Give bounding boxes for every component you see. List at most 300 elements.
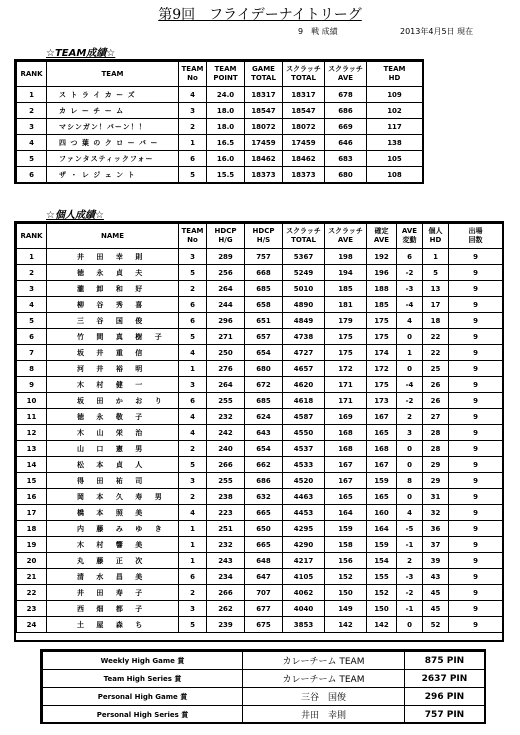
player-row	[17, 457, 503, 473]
player-cell: 3	[179, 249, 207, 265]
awards-table	[42, 651, 485, 724]
player-cell: 175	[367, 313, 397, 329]
player-cell: 175	[325, 329, 367, 345]
team-cell: 6	[179, 151, 207, 167]
player-cell: -3	[397, 281, 423, 297]
player-name: 山 口 憲 男	[47, 441, 179, 457]
team-cell: 3	[179, 103, 207, 119]
team-name: 四 つ 葉 の ク ロ ー バ ー	[47, 135, 179, 151]
player-row	[17, 425, 503, 441]
player-cell: 4062	[283, 585, 325, 601]
player-cell: 255	[207, 393, 245, 409]
player-name: 井 田 幸 則	[47, 249, 179, 265]
player-cell: 2	[397, 553, 423, 569]
player-row	[17, 569, 503, 585]
team-cell: 18.0	[207, 103, 245, 119]
player-cell: 757	[245, 249, 283, 265]
player-cell: 6	[179, 313, 207, 329]
player-cell: 9	[449, 313, 503, 329]
player-name: 坂 井 重 信	[47, 345, 179, 361]
player-cell: 171	[325, 393, 367, 409]
player-cell: 296	[207, 313, 245, 329]
player-cell: 198	[325, 249, 367, 265]
player-cell: 142	[367, 617, 397, 633]
award-row	[43, 688, 485, 706]
player-cell: 152	[367, 585, 397, 601]
player-cell: 624	[245, 409, 283, 425]
player-cell: 4	[397, 313, 423, 329]
player-cell: 9	[449, 569, 503, 585]
player-cell: 45	[423, 585, 449, 601]
team-cell: 24.0	[207, 87, 245, 103]
player-cell: 232	[207, 409, 245, 425]
player-cell: 9	[449, 377, 503, 393]
player-cell: 1	[179, 537, 207, 553]
personal-standings-table	[16, 223, 503, 633]
team-cell: 669	[325, 119, 367, 135]
player-cell: 22	[423, 329, 449, 345]
player-cell: 27	[423, 409, 449, 425]
team-cell: 16.5	[207, 135, 245, 151]
player-cell: 244	[207, 297, 245, 313]
player-cell: -2	[397, 585, 423, 601]
player-cell: 4550	[283, 425, 325, 441]
player-cell: 4520	[283, 473, 325, 489]
player-cell: 169	[325, 409, 367, 425]
player-row	[17, 505, 503, 521]
player-cell: 266	[207, 585, 245, 601]
player-cell: 9	[449, 505, 503, 521]
player-cell: 686	[245, 473, 283, 489]
team-cell: 108	[367, 167, 423, 183]
player-cell: -4	[397, 297, 423, 313]
player-cell: 4290	[283, 537, 325, 553]
player-name: 内 藤 み ゆ き	[47, 521, 179, 537]
column-header: NAME	[47, 224, 179, 249]
player-cell: -3	[397, 569, 423, 585]
player-cell: 165	[367, 489, 397, 505]
player-cell: 29	[423, 473, 449, 489]
player-name: 木 村 響 美	[47, 537, 179, 553]
player-cell: 160	[367, 505, 397, 521]
player-row	[17, 265, 503, 281]
player-cell: 665	[245, 505, 283, 521]
player-cell: 232	[207, 537, 245, 553]
player-row	[17, 393, 503, 409]
team-cell: 646	[325, 135, 367, 151]
player-cell: 4040	[283, 601, 325, 617]
player-cell: 9	[449, 553, 503, 569]
player-cell: 4618	[283, 393, 325, 409]
player-cell: 18	[423, 313, 449, 329]
player-cell: 9	[449, 457, 503, 473]
team-name: マシンガン！バーン！！	[47, 119, 179, 135]
player-cell: 0	[397, 489, 423, 505]
player-cell: 264	[207, 377, 245, 393]
player-cell: 28	[423, 425, 449, 441]
column-header: RANK	[17, 224, 47, 249]
player-name: 丸 藤 正 次	[47, 553, 179, 569]
player-cell: 2	[179, 441, 207, 457]
player-cell: 289	[207, 249, 245, 265]
player-cell: 9	[449, 425, 503, 441]
player-cell: 6	[397, 249, 423, 265]
award-score: 2637 PIN	[405, 670, 485, 688]
player-cell: 188	[367, 281, 397, 297]
column-header: 個人 HD	[423, 224, 449, 249]
team-cell: 15.5	[207, 167, 245, 183]
team-cell: 18547	[245, 103, 283, 119]
player-cell: 5010	[283, 281, 325, 297]
player-cell: 16	[17, 489, 47, 505]
player-cell: 15	[17, 473, 47, 489]
player-row	[17, 489, 503, 505]
player-cell: 9	[449, 409, 503, 425]
player-cell: 36	[423, 521, 449, 537]
player-cell: 194	[325, 265, 367, 281]
award-row	[43, 706, 485, 724]
player-cell: 256	[207, 265, 245, 281]
player-cell: 20	[17, 553, 47, 569]
player-name: 清 水 昌 美	[47, 569, 179, 585]
team-row	[17, 87, 423, 103]
player-cell: 707	[245, 585, 283, 601]
player-cell: 9	[449, 345, 503, 361]
player-cell: 9	[449, 537, 503, 553]
player-cell: 167	[367, 457, 397, 473]
player-cell: 9	[449, 489, 503, 505]
team-cell: 3	[17, 119, 47, 135]
player-cell: 168	[325, 425, 367, 441]
team-row	[17, 167, 423, 183]
player-cell: 181	[325, 297, 367, 313]
player-cell: 4620	[283, 377, 325, 393]
player-name: 三 谷 国 俊	[47, 313, 179, 329]
player-cell: 1	[17, 249, 47, 265]
player-cell: 0	[397, 329, 423, 345]
player-cell: 0	[397, 441, 423, 457]
player-cell: 271	[207, 329, 245, 345]
player-cell: 9	[449, 585, 503, 601]
player-cell: 6	[179, 569, 207, 585]
player-cell: 172	[325, 361, 367, 377]
player-cell: 672	[245, 377, 283, 393]
team-cell: 4	[179, 87, 207, 103]
award-name: Team High Series 賞	[43, 670, 243, 688]
player-cell: 13	[17, 441, 47, 457]
player-cell: 9	[449, 265, 503, 281]
player-cell: 264	[207, 281, 245, 297]
player-cell: -2	[397, 393, 423, 409]
award-winner: カレーチーム TEAM	[243, 670, 405, 688]
player-cell: 165	[325, 489, 367, 505]
team-cell: 5	[179, 167, 207, 183]
award-name: Personal High Game 賞	[43, 688, 243, 706]
player-cell: 650	[245, 521, 283, 537]
player-cell: 242	[207, 425, 245, 441]
player-cell: 4587	[283, 409, 325, 425]
player-cell: -1	[397, 601, 423, 617]
player-cell: 8	[17, 361, 47, 377]
player-cell: 175	[367, 377, 397, 393]
player-cell: 149	[325, 601, 367, 617]
player-cell: 14	[17, 457, 47, 473]
player-cell: 4105	[283, 569, 325, 585]
award-winner: カレーチーム TEAM	[243, 652, 405, 670]
player-cell: 0	[397, 617, 423, 633]
player-row	[17, 249, 503, 265]
player-cell: 250	[207, 345, 245, 361]
player-cell: 164	[367, 521, 397, 537]
team-cell: 17459	[283, 135, 325, 151]
player-row	[17, 617, 503, 633]
player-name: 木 山 栄 治	[47, 425, 179, 441]
player-cell: 5	[179, 617, 207, 633]
player-cell: 172	[367, 361, 397, 377]
player-cell: 4	[179, 425, 207, 441]
player-cell: 243	[207, 553, 245, 569]
player-cell: 24	[17, 617, 47, 633]
player-name: 岡 本 久 寿 男	[47, 489, 179, 505]
week-label: 9 戦 成績	[298, 27, 338, 36]
player-row	[17, 361, 503, 377]
player-cell: 175	[325, 345, 367, 361]
team-cell: 117	[367, 119, 423, 135]
player-cell: 21	[17, 569, 47, 585]
player-name: 竹 間 真 樹 子	[47, 329, 179, 345]
team-cell: 18.0	[207, 119, 245, 135]
player-cell: 4	[179, 345, 207, 361]
player-cell: 5367	[283, 249, 325, 265]
player-row	[17, 585, 503, 601]
player-cell: 4890	[283, 297, 325, 313]
player-row	[17, 601, 503, 617]
player-cell: 240	[207, 441, 245, 457]
player-cell: 654	[245, 441, 283, 457]
column-header: TEAM No	[179, 224, 207, 249]
player-cell: 28	[423, 441, 449, 457]
player-cell: 223	[207, 505, 245, 521]
player-row	[17, 537, 503, 553]
player-cell: -4	[397, 377, 423, 393]
player-cell: -2	[397, 265, 423, 281]
player-cell: 685	[245, 393, 283, 409]
player-cell: 9	[449, 393, 503, 409]
team-cell: 16.0	[207, 151, 245, 167]
award-row	[43, 652, 485, 670]
player-row	[17, 313, 503, 329]
personal-section-title: ☆個人成績☆	[46, 210, 104, 221]
team-cell: 102	[367, 103, 423, 119]
player-name: 徳 永 敬 子	[47, 409, 179, 425]
player-cell: 665	[245, 537, 283, 553]
player-cell: 19	[17, 537, 47, 553]
player-name: 瀧 卸 和 好	[47, 281, 179, 297]
player-cell: 685	[245, 281, 283, 297]
player-row	[17, 473, 503, 489]
team-cell: 18317	[245, 87, 283, 103]
player-cell: 9	[449, 361, 503, 377]
player-cell: 234	[207, 569, 245, 585]
player-cell: 1	[179, 361, 207, 377]
award-score: 296 PIN	[405, 688, 485, 706]
player-cell: 45	[423, 601, 449, 617]
player-cell: 1	[397, 345, 423, 361]
player-cell: 10	[17, 393, 47, 409]
player-cell: 6	[17, 329, 47, 345]
player-row	[17, 521, 503, 537]
player-cell: 32	[423, 505, 449, 521]
player-cell: 643	[245, 425, 283, 441]
player-cell: 266	[207, 457, 245, 473]
team-cell: 1	[179, 135, 207, 151]
player-row	[17, 409, 503, 425]
player-cell: 5249	[283, 265, 325, 281]
player-cell: 6	[179, 297, 207, 313]
player-cell: 9	[449, 521, 503, 537]
player-cell: 3853	[283, 617, 325, 633]
player-cell: 150	[325, 585, 367, 601]
as-of-date: 2013年4月5日 現在	[400, 27, 474, 36]
player-cell: 5	[17, 313, 47, 329]
player-cell: 2	[179, 489, 207, 505]
team-cell: 18547	[283, 103, 325, 119]
player-cell: 167	[325, 457, 367, 473]
player-cell: 142	[325, 617, 367, 633]
player-cell: 6	[179, 393, 207, 409]
player-cell: 9	[449, 297, 503, 313]
player-cell: 196	[367, 265, 397, 281]
player-cell: 168	[325, 441, 367, 457]
player-row	[17, 297, 503, 313]
player-cell: 12	[17, 425, 47, 441]
column-header: GAME TOTAL	[245, 62, 283, 87]
player-name: 柳 谷 秀 喜	[47, 297, 179, 313]
player-cell: 9	[449, 441, 503, 457]
player-cell: 179	[325, 313, 367, 329]
team-cell: 4	[17, 135, 47, 151]
player-cell: 159	[325, 521, 367, 537]
player-cell: 3	[179, 601, 207, 617]
player-cell: 39	[423, 553, 449, 569]
player-cell: 276	[207, 361, 245, 377]
player-cell: 152	[325, 569, 367, 585]
player-cell: 647	[245, 569, 283, 585]
award-name: Weekly High Game 賞	[43, 652, 243, 670]
player-cell: 675	[245, 617, 283, 633]
player-cell: 8	[397, 473, 423, 489]
team-cell: 18072	[245, 119, 283, 135]
player-cell: 9	[449, 473, 503, 489]
player-cell: 4453	[283, 505, 325, 521]
player-row	[17, 377, 503, 393]
team-cell: 683	[325, 151, 367, 167]
team-cell: 686	[325, 103, 367, 119]
player-cell: 5	[179, 265, 207, 281]
player-cell: 52	[423, 617, 449, 633]
column-header: TEAM HD	[367, 62, 423, 87]
page-title: 第9回 フライデーナイトリーグ	[158, 7, 362, 23]
award-winner: 三谷 国俊	[243, 688, 405, 706]
team-cell: 1	[17, 87, 47, 103]
column-header: RANK	[17, 62, 47, 87]
player-cell: 155	[367, 569, 397, 585]
player-cell: 4727	[283, 345, 325, 361]
award-row	[43, 670, 485, 688]
player-cell: 648	[245, 553, 283, 569]
player-cell: 9	[17, 377, 47, 393]
player-cell: 29	[423, 457, 449, 473]
player-cell: 4	[179, 409, 207, 425]
team-row	[17, 151, 423, 167]
player-cell: 3	[17, 281, 47, 297]
player-cell: 22	[17, 585, 47, 601]
player-cell: 4463	[283, 489, 325, 505]
player-cell: 25	[423, 361, 449, 377]
player-cell: 662	[245, 457, 283, 473]
column-header: スクラッチ TOTAL	[283, 224, 325, 249]
player-cell: 31	[423, 489, 449, 505]
player-cell: 165	[367, 425, 397, 441]
team-cell: 109	[367, 87, 423, 103]
player-cell: 159	[367, 473, 397, 489]
player-cell: -5	[397, 521, 423, 537]
team-row	[17, 135, 423, 151]
player-cell: 185	[325, 281, 367, 297]
player-cell: 175	[367, 329, 397, 345]
player-cell: 22	[423, 345, 449, 361]
player-cell: 9	[449, 329, 503, 345]
team-cell: 105	[367, 151, 423, 167]
player-row	[17, 553, 503, 569]
player-cell: 43	[423, 569, 449, 585]
column-header: スクラッチ TOTAL	[283, 62, 325, 87]
player-cell: 17	[17, 505, 47, 521]
player-name: 徳 永 貞 夫	[47, 265, 179, 281]
award-score: 875 PIN	[405, 652, 485, 670]
team-cell: 680	[325, 167, 367, 183]
player-cell: 13	[423, 281, 449, 297]
player-cell: 4533	[283, 457, 325, 473]
column-header: HDCP H/G	[207, 224, 245, 249]
team-name: ファンタスティックフォー	[47, 151, 179, 167]
player-cell: 9	[449, 617, 503, 633]
player-cell: 4	[397, 505, 423, 521]
player-cell: 26	[423, 377, 449, 393]
player-cell: 658	[245, 297, 283, 313]
team-cell: 18462	[283, 151, 325, 167]
team-name: カ レ ー チ ー ム	[47, 103, 179, 119]
player-cell: 255	[207, 473, 245, 489]
player-cell: 262	[207, 601, 245, 617]
award-name: Personal High Series 賞	[43, 706, 243, 724]
player-row	[17, 329, 503, 345]
player-cell: 158	[325, 537, 367, 553]
player-row	[17, 441, 503, 457]
player-cell: 156	[325, 553, 367, 569]
player-cell: 677	[245, 601, 283, 617]
player-cell: 3	[179, 473, 207, 489]
player-name: 河 井 裕 明	[47, 361, 179, 377]
player-cell: 2	[17, 265, 47, 281]
player-cell: 4	[179, 505, 207, 521]
player-name: 西 畑 都 子	[47, 601, 179, 617]
player-name: 橋 本 照 美	[47, 505, 179, 521]
column-header: TEAM No	[179, 62, 207, 87]
player-cell: 37	[423, 537, 449, 553]
team-row	[17, 119, 423, 135]
player-name: 木 村 健 一	[47, 377, 179, 393]
